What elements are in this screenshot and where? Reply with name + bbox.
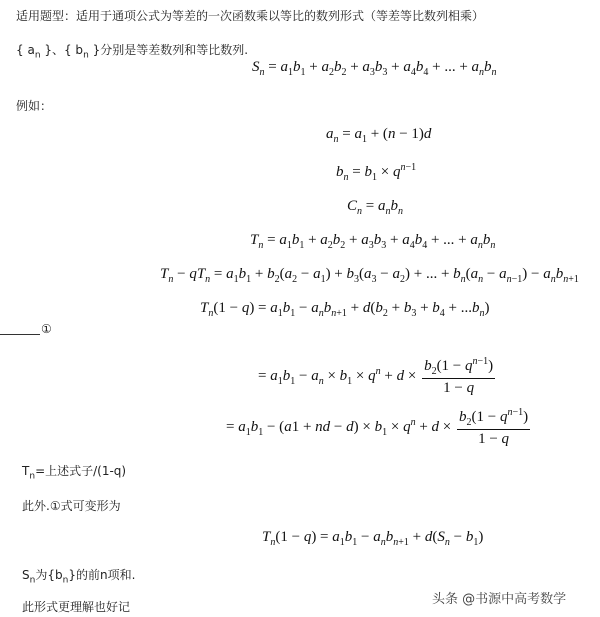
- formula-sn: $S_n = a_1b_1 + a_2b_2 + a_3b_3 + a_4b_4$ + ... + $a_nb_n$: [252, 59, 497, 78]
- tn-result-sub: n: [29, 471, 36, 482]
- sn-note-part: 为{b: [35, 568, 63, 582]
- tn-result: [22, 462, 126, 481]
- title-line: 适用题型：适用于通项公式为等差的一次函数乘以等比的数列形式（等差等比数列相乘）: [16, 9, 485, 23]
- definition-sub: n: [83, 50, 89, 61]
- watermark: 头条 @书源中高考数学: [432, 592, 567, 607]
- formula-step2: = $a_1b_1 - (a1$ + nd − $d) \times b_1 \times q^n + d$ × $\frac{b_2(1 - q^{n-1})}{1 - q}$: [226, 407, 529, 447]
- definition-part: }、{ b: [40, 43, 84, 57]
- sn-note-part: S: [22, 568, 30, 582]
- sn-note-sub: n: [62, 575, 69, 586]
- formula-bn: $b_n = b_1 \times q^{n-1}$: [336, 162, 417, 183]
- example-label: 例如：: [16, 99, 53, 113]
- also-note: 此外.①式可变形为: [22, 499, 121, 513]
- formula-tn: $T_n = a_1b_1 + a_2b_2 + a_3b_3 + a_4b_4$ + ... + $a_nb_n$: [250, 232, 496, 251]
- formula-cn: $C_n = a_nb_n$: [347, 198, 403, 217]
- sn-note: [22, 566, 135, 585]
- formula-tn-1-q: $T_n(1 - q) = a_1b_1 - a_nb_{n+1} + d(b_2 + b_3 + b_4 + ...b_n)$: [200, 300, 490, 319]
- sn-note-part: }的前n项和.: [68, 568, 136, 582]
- formula-an: $a_n = a_1 + (n - 1)d$: [326, 126, 432, 145]
- sn-note-sub: n: [29, 575, 36, 586]
- tn-result-part: T: [22, 464, 30, 478]
- circle-marker: ①: [41, 322, 52, 336]
- formula-tn-sn: $T_n(1 - q) = a_1b_1 - a_nb_{n+1} + d(S_n - b_1)$: [262, 529, 484, 548]
- closing-note: 此形式更理解也好记: [22, 600, 131, 614]
- definition-part: { a: [16, 43, 35, 57]
- tn-result-part: =上述式子/(1-q): [35, 464, 127, 478]
- formula-tn-minus-qtn: $T_n - qT_n = a_1b_1 + b_2(a_2 - a_1) + b_3(a_3 - a_2)$ + ... + $b_n(a_n - a_{n-1}) - a_nb_{n+1}$: [160, 266, 579, 285]
- sequence-definition: [16, 41, 248, 60]
- blank-underline: [0, 334, 40, 335]
- definition-sub: n: [34, 50, 41, 61]
- formula-step1: = $a_1b_1 - a_n \times b_1 \times q^n + d$ × $\frac{b_2(1 - q^{n-1})}{1 - q}$: [258, 356, 494, 396]
- definition-part: }分别是等差数列和等比数列.: [88, 43, 249, 57]
